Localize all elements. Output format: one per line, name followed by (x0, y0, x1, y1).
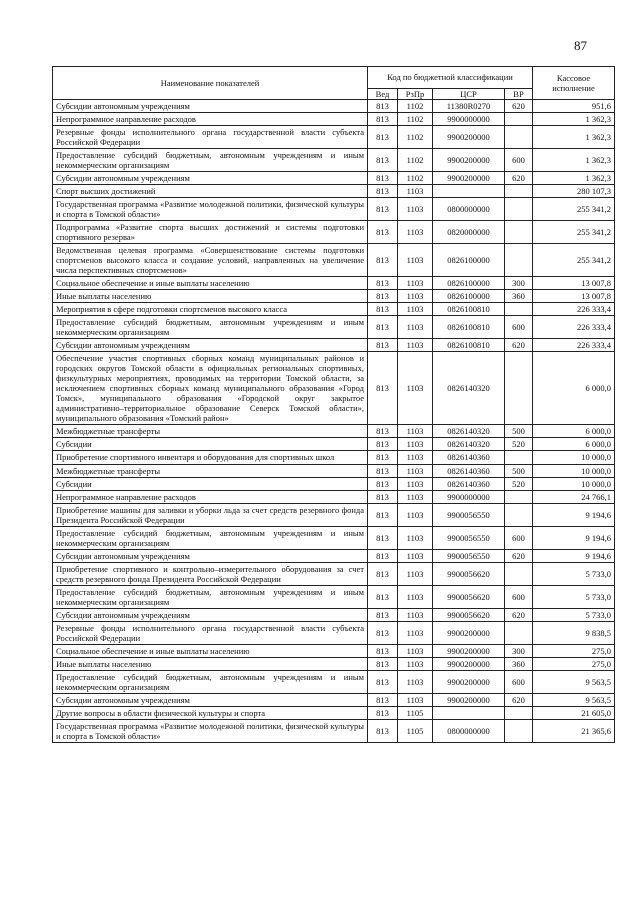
table-row (53, 451, 615, 464)
table-row (53, 198, 615, 221)
row-csr: 0826100000 (433, 244, 505, 277)
row-rzpr: 1103 (398, 277, 433, 290)
row-ved: 813 (368, 172, 398, 185)
table-row (53, 477, 615, 490)
row-ved: 813 (368, 608, 398, 621)
row-vr: 600 (505, 585, 533, 608)
row-name: Спорт высших достижений (53, 185, 368, 198)
row-csr: 9900056620 (433, 562, 505, 585)
table-row (53, 562, 615, 585)
table-row (53, 438, 615, 451)
row-vr (505, 503, 533, 526)
row-name: Государственная программа «Развитие молодежной политики, физической культуры и спорта в Томской области» (53, 719, 368, 742)
row-rzpr: 1103 (398, 244, 433, 277)
row-csr: 0826100810 (433, 316, 505, 339)
table-row (53, 670, 615, 693)
row-amount: 1 362,3 (533, 149, 615, 172)
row-name: Иные выплаты населению (53, 290, 368, 303)
row-amount: 6 000,0 (533, 425, 615, 438)
row-amount: 6 000,0 (533, 352, 615, 425)
row-name: Резервные фонды исполнительного органа государственной власти субъекта Российской Федерации (53, 126, 368, 149)
row-vr: 620 (505, 172, 533, 185)
row-vr (505, 221, 533, 244)
row-ved: 813 (368, 425, 398, 438)
row-amount: 9 194,6 (533, 503, 615, 526)
table-row (53, 303, 615, 316)
row-rzpr: 1103 (398, 185, 433, 198)
row-name: Межбюджетные трансферты (53, 425, 368, 438)
table-row (53, 113, 615, 126)
row-rzpr: 1103 (398, 670, 433, 693)
header-amount: Кассовое исполнение (533, 67, 615, 100)
row-csr: 9900000000 (433, 113, 505, 126)
row-amount: 9 194,6 (533, 549, 615, 562)
row-csr: 0826140360 (433, 451, 505, 464)
row-ved: 813 (368, 290, 398, 303)
row-rzpr: 1103 (398, 303, 433, 316)
row-vr: 620 (505, 693, 533, 706)
row-vr (505, 706, 533, 719)
row-ved: 813 (368, 503, 398, 526)
row-csr: 9900056550 (433, 503, 505, 526)
row-rzpr: 1103 (398, 316, 433, 339)
row-csr: 9900200000 (433, 693, 505, 706)
row-rzpr: 1103 (398, 585, 433, 608)
row-rzpr: 1103 (398, 464, 433, 477)
row-rzpr: 1103 (398, 438, 433, 451)
row-rzpr: 1103 (398, 549, 433, 562)
row-amount: 6 000,0 (533, 438, 615, 451)
row-ved: 813 (368, 464, 398, 477)
row-ved: 813 (368, 100, 398, 113)
row-amount: 24 766,1 (533, 490, 615, 503)
row-rzpr: 1103 (398, 657, 433, 670)
row-rzpr: 1102 (398, 149, 433, 172)
row-amount: 226 333,4 (533, 303, 615, 316)
table-row (53, 657, 615, 670)
row-ved: 813 (368, 562, 398, 585)
row-amount: 5 733,0 (533, 608, 615, 621)
row-ved: 813 (368, 198, 398, 221)
row-csr: 9900200000 (433, 657, 505, 670)
row-vr: 500 (505, 464, 533, 477)
row-ved: 813 (368, 451, 398, 464)
row-vr: 300 (505, 277, 533, 290)
row-rzpr: 1103 (398, 503, 433, 526)
header-name: Наименование показателей (53, 67, 368, 100)
row-rzpr: 1103 (398, 621, 433, 644)
row-vr (505, 198, 533, 221)
row-name: Приобретение спортивного инвентаря и оборудования для спортивных школ (53, 451, 368, 464)
row-csr: 0826140360 (433, 477, 505, 490)
row-csr: 11380R0270 (433, 100, 505, 113)
row-amount: 255 341,2 (533, 221, 615, 244)
row-vr (505, 244, 533, 277)
row-ved: 813 (368, 244, 398, 277)
row-vr: 600 (505, 149, 533, 172)
row-csr: 0800000000 (433, 719, 505, 742)
table-header (53, 67, 615, 100)
row-amount: 275,0 (533, 644, 615, 657)
row-ved: 813 (368, 185, 398, 198)
row-name: Другие вопросы в области физической культуры и спорта (53, 706, 368, 719)
table-row (53, 549, 615, 562)
row-name: Субсидии автономным учреждениям (53, 549, 368, 562)
row-vr: 620 (505, 339, 533, 352)
row-csr: 0800000000 (433, 198, 505, 221)
row-rzpr: 1102 (398, 100, 433, 113)
header-ved: Вед (368, 89, 398, 100)
row-amount: 13 007,8 (533, 277, 615, 290)
row-amount: 21 605,0 (533, 706, 615, 719)
row-rzpr: 1103 (398, 339, 433, 352)
row-ved: 813 (368, 693, 398, 706)
row-amount: 1 362,3 (533, 172, 615, 185)
row-csr: 9900000000 (433, 490, 505, 503)
table-row (53, 464, 615, 477)
row-vr: 360 (505, 290, 533, 303)
row-vr (505, 352, 533, 425)
row-ved: 813 (368, 657, 398, 670)
row-name: Субсидии автономным учреждениям (53, 339, 368, 352)
table-row (53, 585, 615, 608)
row-amount: 226 333,4 (533, 316, 615, 339)
row-amount: 255 341,2 (533, 198, 615, 221)
row-ved: 813 (368, 339, 398, 352)
row-ved: 813 (368, 352, 398, 425)
row-amount: 1 362,3 (533, 126, 615, 149)
row-csr: 9900200000 (433, 149, 505, 172)
row-rzpr: 1105 (398, 719, 433, 742)
row-ved: 813 (368, 277, 398, 290)
row-rzpr: 1105 (398, 706, 433, 719)
row-rzpr: 1103 (398, 644, 433, 657)
row-amount: 280 107,3 (533, 185, 615, 198)
row-name: Субсидии автономным учреждениям (53, 693, 368, 706)
row-amount: 951,6 (533, 100, 615, 113)
table-row (53, 706, 615, 719)
row-ved: 813 (368, 149, 398, 172)
row-name: Субсидии автономным учреждениям (53, 172, 368, 185)
row-csr: 0826100000 (433, 290, 505, 303)
row-rzpr: 1102 (398, 172, 433, 185)
row-csr: 0826140320 (433, 425, 505, 438)
row-amount: 13 007,8 (533, 290, 615, 303)
row-vr (505, 451, 533, 464)
row-amount: 5 733,0 (533, 562, 615, 585)
row-ved: 813 (368, 526, 398, 549)
row-ved: 813 (368, 316, 398, 339)
row-csr: 0826100810 (433, 339, 505, 352)
row-rzpr: 1103 (398, 198, 433, 221)
row-vr: 360 (505, 657, 533, 670)
row-ved: 813 (368, 438, 398, 451)
row-ved: 813 (368, 126, 398, 149)
row-csr: 9900200000 (433, 644, 505, 657)
row-csr: 9900056550 (433, 526, 505, 549)
row-vr (505, 490, 533, 503)
row-vr: 620 (505, 100, 533, 113)
row-rzpr: 1103 (398, 221, 433, 244)
row-csr: 9900056620 (433, 608, 505, 621)
row-ved: 813 (368, 706, 398, 719)
row-vr (505, 719, 533, 742)
row-name: Ведомственная целевая программа «Совершенствование системы подготовки спортсменов высокого класса и создание условий, направленных на увеличение числа перспективных спортсменов» (53, 244, 368, 277)
row-ved: 813 (368, 113, 398, 126)
table-body (53, 100, 615, 743)
table-row (53, 425, 615, 438)
header-vr: ВР (505, 89, 533, 100)
row-vr (505, 303, 533, 316)
row-rzpr: 1103 (398, 693, 433, 706)
row-csr: 0820000000 (433, 221, 505, 244)
row-rzpr: 1103 (398, 352, 433, 425)
row-ved: 813 (368, 221, 398, 244)
table-row (53, 644, 615, 657)
table-row (53, 608, 615, 621)
row-name: Предоставление субсидий бюджетным, автономным учреждениям и иным некоммерческим организациям (53, 670, 368, 693)
row-name: Непрограммное направление расходов (53, 113, 368, 126)
row-vr: 600 (505, 670, 533, 693)
row-csr: 0826100000 (433, 277, 505, 290)
table-row (53, 621, 615, 644)
table-row (53, 149, 615, 172)
row-rzpr: 1103 (398, 490, 433, 503)
row-name: Обеспечение участия спортивных сборных команд муниципальных районов и городских округов Томской области в официальных региональных спортивных, физкультурных мероприятиях, проводимых на территории Томской области, за исключением спортивных сборных команд муниципального образования «Город Томск», муниципального образования «Городской округ закрытое административно–территориальное образование Северск Томской области», муниципального образования «Томский район» (53, 352, 368, 425)
row-csr: 9900200000 (433, 670, 505, 693)
row-vr: 300 (505, 644, 533, 657)
budget-table (52, 66, 615, 743)
row-amount: 9 194,6 (533, 526, 615, 549)
row-rzpr: 1103 (398, 608, 433, 621)
row-csr: 0826140360 (433, 464, 505, 477)
row-name: Субсидии автономным учреждениям (53, 608, 368, 621)
row-vr: 600 (505, 316, 533, 339)
row-name: Субсидии автономным учреждениям (53, 100, 368, 113)
row-csr (433, 185, 505, 198)
table-row (53, 719, 615, 742)
header-rzpr: РзПр (398, 89, 433, 100)
row-csr: 0826140320 (433, 438, 505, 451)
row-csr: 0826100810 (433, 303, 505, 316)
table-row (53, 290, 615, 303)
row-vr: 520 (505, 477, 533, 490)
row-vr (505, 113, 533, 126)
row-name: Приобретение машины для заливки и уборки льда за счет средств резервного фонда Президента Российской Федерации (53, 503, 368, 526)
table-row (53, 693, 615, 706)
table-row (53, 185, 615, 198)
row-name: Иные выплаты населению (53, 657, 368, 670)
table-row (53, 526, 615, 549)
row-amount: 10 000,0 (533, 477, 615, 490)
row-rzpr: 1103 (398, 562, 433, 585)
row-ved: 813 (368, 303, 398, 316)
row-name: Социальное обеспечение и иные выплаты населению (53, 644, 368, 657)
row-ved: 813 (368, 549, 398, 562)
row-rzpr: 1103 (398, 477, 433, 490)
row-amount: 21 365,6 (533, 719, 615, 742)
row-amount: 9 563,5 (533, 670, 615, 693)
row-amount: 226 333,4 (533, 339, 615, 352)
row-ved: 813 (368, 644, 398, 657)
row-name: Государственная программа «Развитие молодежной политики, физической культуры и спорта в Томской области» (53, 198, 368, 221)
row-csr: 9900200000 (433, 621, 505, 644)
row-name: Социальное обеспечение и иные выплаты населению (53, 277, 368, 290)
row-name: Приобретение спортивного и контрольно–измерительного оборудования за счет средств резервного фонда Президента Российской Федерации (53, 562, 368, 585)
row-ved: 813 (368, 621, 398, 644)
table-row (53, 244, 615, 277)
row-vr: 520 (505, 438, 533, 451)
table-row (53, 503, 615, 526)
row-vr (505, 621, 533, 644)
row-ved: 813 (368, 670, 398, 693)
row-amount: 1 362,3 (533, 113, 615, 126)
row-name: Субсидии (53, 477, 368, 490)
table-row (53, 277, 615, 290)
row-csr: 9900056550 (433, 549, 505, 562)
header-csr: ЦСР (433, 89, 505, 100)
row-name: Предоставление субсидий бюджетным, автономным учреждениям и иным некоммерческим организациям (53, 526, 368, 549)
row-csr: 9900056620 (433, 585, 505, 608)
row-ved: 813 (368, 490, 398, 503)
row-amount: 275,0 (533, 657, 615, 670)
row-name: Мероприятия в сфере подготовки спортсменов высокого класса (53, 303, 368, 316)
table-row (53, 490, 615, 503)
row-rzpr: 1103 (398, 526, 433, 549)
row-amount: 5 733,0 (533, 585, 615, 608)
row-vr (505, 562, 533, 585)
row-csr: 9900200000 (433, 172, 505, 185)
row-rzpr: 1102 (398, 113, 433, 126)
row-name: Непрограммное направление расходов (53, 490, 368, 503)
row-vr: 620 (505, 549, 533, 562)
row-rzpr: 1103 (398, 425, 433, 438)
table-row (53, 316, 615, 339)
row-name: Межбюджетные трансферты (53, 464, 368, 477)
row-name: Предоставление субсидий бюджетным, автономным учреждениям и иным некоммерческим организациям (53, 316, 368, 339)
table-row (53, 172, 615, 185)
row-rzpr: 1102 (398, 126, 433, 149)
row-vr: 500 (505, 425, 533, 438)
row-vr (505, 126, 533, 149)
row-name: Предоставление субсидий бюджетным, автономным учреждениям и иным некоммерческим организациям (53, 149, 368, 172)
page-number: 87 (574, 38, 587, 53)
row-csr: 9900200000 (433, 126, 505, 149)
row-amount: 10 000,0 (533, 464, 615, 477)
row-name: Предоставление субсидий бюджетным, автономным учреждениям и иным некоммерческим организациям (53, 585, 368, 608)
row-name: Подпрограмма «Развитие спорта высших достижений и системы подготовки спортивного резерва» (53, 221, 368, 244)
table-row (53, 126, 615, 149)
row-ved: 813 (368, 719, 398, 742)
row-csr (433, 706, 505, 719)
row-amount: 9 838,5 (533, 621, 615, 644)
header-code-group: Код по бюджетной классификации (368, 67, 533, 89)
table-row (53, 100, 615, 113)
row-rzpr: 1103 (398, 451, 433, 464)
row-csr: 0826140320 (433, 352, 505, 425)
table-row (53, 339, 615, 352)
row-vr: 620 (505, 608, 533, 621)
row-ved: 813 (368, 477, 398, 490)
row-vr (505, 185, 533, 198)
row-name: Резервные фонды исполнительного органа государственной власти субъекта Российской Федерации (53, 621, 368, 644)
table-row (53, 221, 615, 244)
row-vr: 600 (505, 526, 533, 549)
row-ved: 813 (368, 585, 398, 608)
row-amount: 255 341,2 (533, 244, 615, 277)
row-amount: 9 563,5 (533, 693, 615, 706)
row-amount: 10 000,0 (533, 451, 615, 464)
row-rzpr: 1103 (398, 290, 433, 303)
row-name: Субсидии (53, 438, 368, 451)
table-row (53, 352, 615, 425)
